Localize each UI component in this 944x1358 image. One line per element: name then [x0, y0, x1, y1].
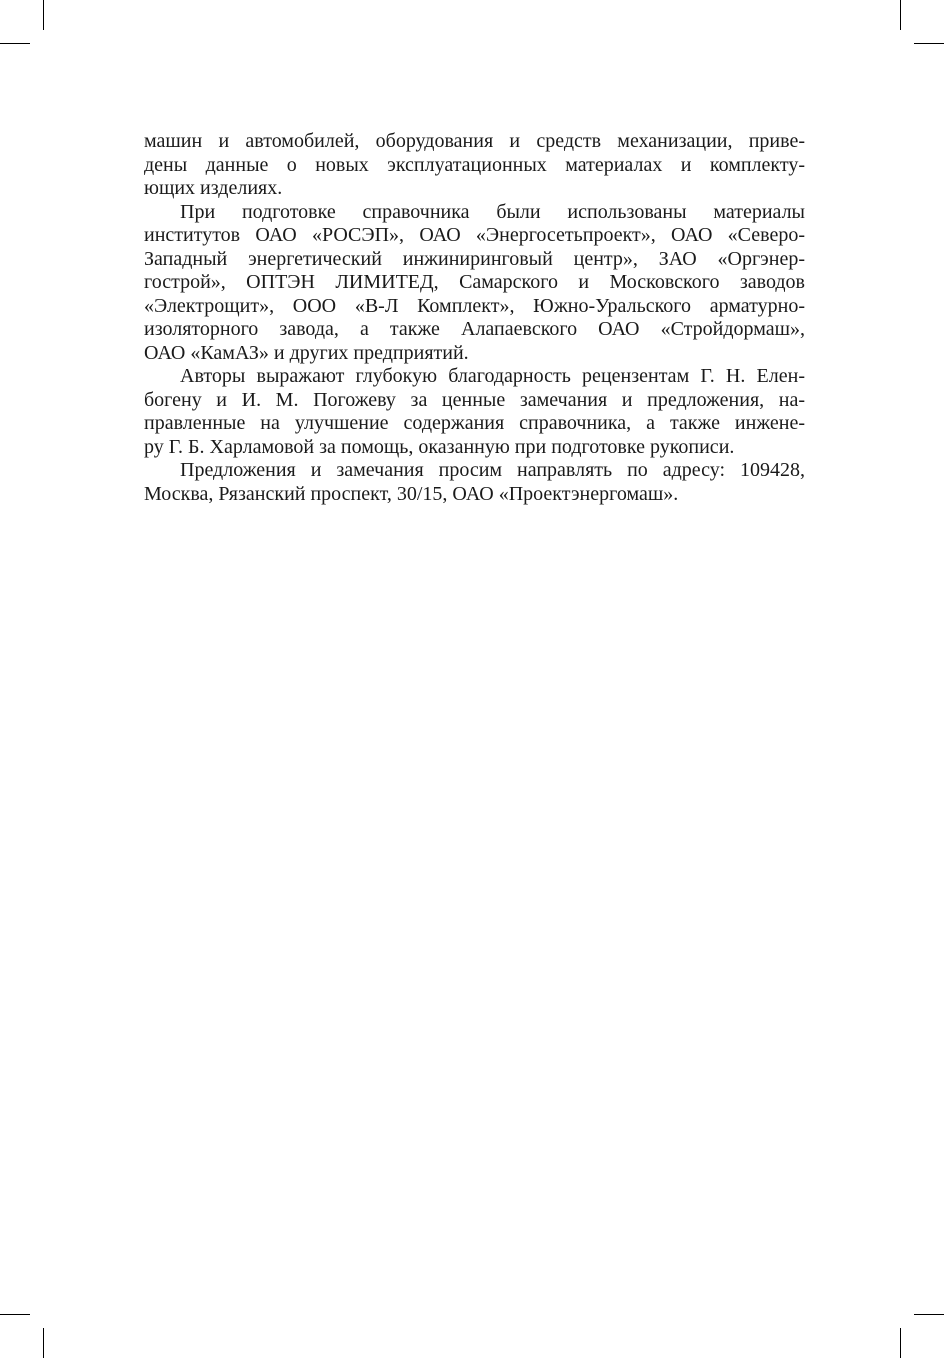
text-line: Предложения и замечания просим направлять по адресу: 109428, — [180, 459, 805, 481]
crop-mark-bottom-left-vertical — [43, 1328, 44, 1358]
text-line: изоляторного завода, а также Алапаевского ОАО «Стройдормаш», — [144, 318, 805, 340]
text-line: Москва, Рязанский проспект, 30/15, ОАО «Проектэнергомаш». — [144, 482, 679, 505]
text-line: «Электрощит», ООО «В-Л Комплект», Южно-Уральского арматурно- — [144, 294, 805, 317]
crop-mark-bottom-right-horizontal — [914, 1314, 944, 1315]
text-line: Авторы выражают глубокую благодарность рецензентам Г. Н. Елен- — [180, 365, 805, 387]
text-line: ющих изделиях. — [144, 177, 283, 199]
text-line: машин и автомобилей, оборудования и средств механизации, приве- — [144, 130, 805, 152]
text-line: Западный энергетический инжиниринговый центр», ЗАО «Оргэнер- — [144, 247, 805, 270]
text-line: богену и И. М. Погожеву за ценные замечания и предложения, на- — [144, 388, 805, 411]
text-line: При подготовке справочника были использованы материалы — [180, 200, 805, 223]
text-line: ру Г. Б. Харламовой за помощь, оказанную при подготовке рукописи. — [144, 435, 735, 458]
page-body-text — [144, 130, 805, 506]
crop-mark-bottom-right-vertical — [900, 1328, 901, 1358]
text-line: гострой», ОПТЭН ЛИМИТЕД, Самарского и Московского заводов — [144, 271, 805, 293]
crop-mark-top-left-vertical — [43, 0, 44, 30]
text-line: ОАО «КамАЗ» и других предприятий. — [144, 341, 469, 364]
crop-mark-top-left-horizontal — [0, 43, 30, 44]
text-line: правленные на улучшение содержания справочника, а также инжене- — [144, 412, 805, 434]
text-line: дены данные о новых эксплуатационных материалах и комплекту- — [144, 153, 805, 176]
crop-mark-top-right-horizontal — [914, 43, 944, 44]
text-line: институтов ОАО «РОСЭП», ОАО «Энергосетьпроект», ОАО «Северо- — [144, 224, 805, 246]
crop-mark-bottom-left-horizontal — [0, 1314, 30, 1315]
crop-mark-top-right-vertical — [900, 0, 901, 30]
